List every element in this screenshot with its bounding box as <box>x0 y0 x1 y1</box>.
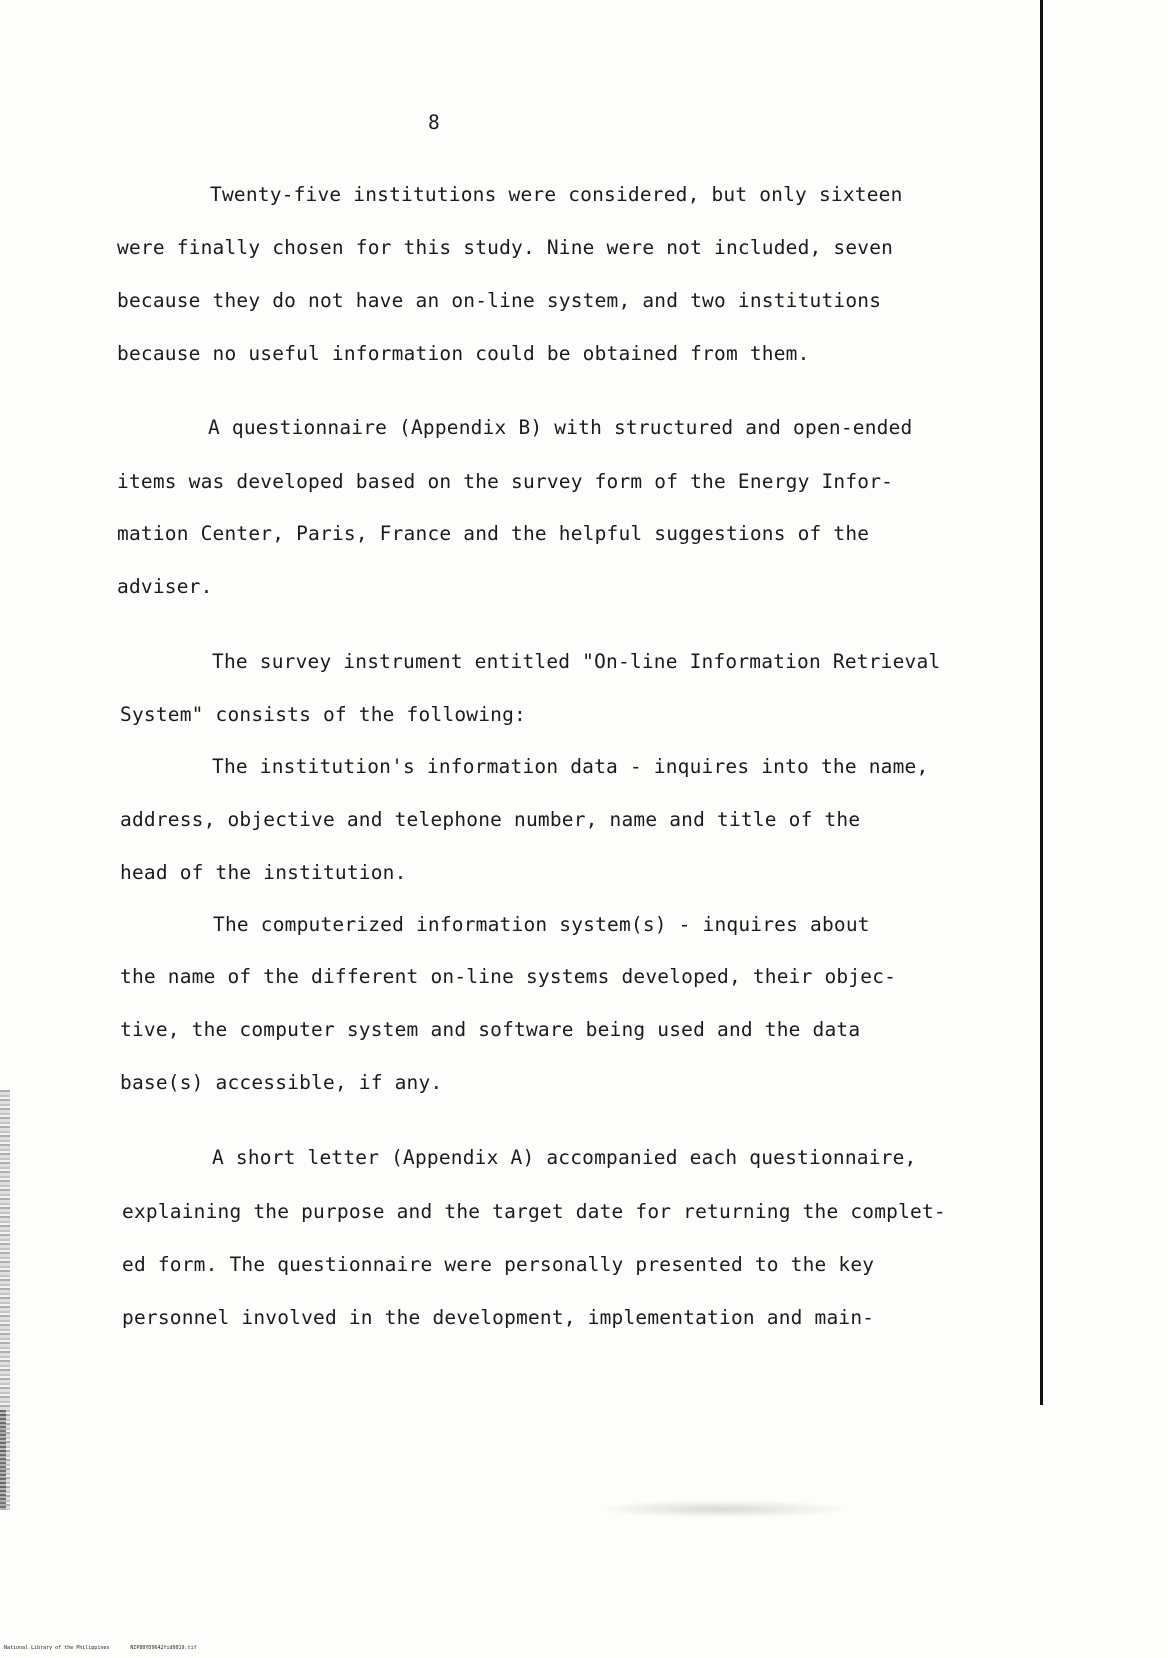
body-line: The institution's information data - inquires into the name, <box>212 755 929 778</box>
body-line: because they do not have an on-line system, and two institutions <box>117 289 882 312</box>
page-number: 8 <box>428 111 440 134</box>
body-line: Twenty-five institutions were considered, but only sixteen <box>210 183 903 206</box>
body-line: ed form. The questionnaire were personally presented to the key <box>122 1253 875 1276</box>
body-line: tive, the computer system and software being used and the data <box>120 1018 861 1041</box>
body-line: explaining the purpose and the target date for returning the complet- <box>122 1200 946 1223</box>
body-line: A questionnaire (Appendix B) with structured and open-ended <box>208 416 913 439</box>
body-line: mation Center, Paris, France and the helpful suggestions of the <box>117 522 870 545</box>
body-line: address, objective and telephone number, name and title of the <box>120 808 861 831</box>
body-line: the name of the different on-line systems developed, their objec- <box>120 965 897 988</box>
body-line: The computerized information system(s) - inquires about <box>213 913 870 936</box>
footer-file: NIP80YD9642fid0019.tif <box>130 1645 197 1651</box>
body-line: System" consists of the following: <box>120 703 526 726</box>
scan-smudge <box>592 1500 852 1518</box>
body-line: items was developed based on the survey form of the Energy Infor- <box>117 470 894 493</box>
body-line: The survey instrument entitled "On-line Information Retrieval <box>212 650 941 673</box>
body-line: because no useful information could be obtained from them. <box>117 342 810 365</box>
body-line: base(s) accessible, if any. <box>120 1071 443 1094</box>
footer-library: National Library of the Philippines <box>4 1645 110 1651</box>
scan-left-margin-noise-dark <box>0 1410 6 1510</box>
scan-footer <box>4 1645 215 1651</box>
body-line: A short letter (Appendix A) accompanied each questionnaire, <box>212 1146 917 1169</box>
body-line: were finally chosen for this study. Nine were not included, seven <box>117 236 894 259</box>
body-line: personnel involved in the development, implementation and main- <box>122 1306 875 1329</box>
body-line: adviser. <box>117 575 213 598</box>
body-line: head of the institution. <box>120 861 407 884</box>
scan-page-edge <box>1040 0 1043 1405</box>
